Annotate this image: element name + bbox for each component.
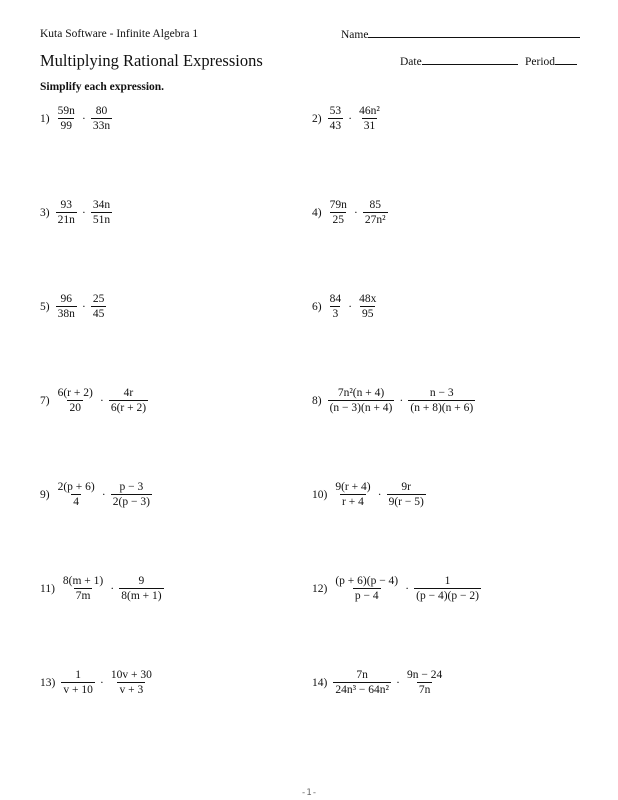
numerator: 7n²(n + 4) [337,387,385,399]
fraction-2 [91,105,112,132]
denominator: 99 [60,120,72,132]
fraction-2 [109,669,154,696]
denominator: 33n [92,120,111,132]
denominator: 38n [57,308,75,320]
fraction-1 [61,575,105,602]
multiply-dot: · [353,205,358,219]
instructions: Simplify each expression. [40,81,165,93]
problem-8 [312,387,477,414]
problem-9 [40,481,154,508]
fraction-2 [405,669,444,696]
numerator: 53 [329,105,342,117]
problem-number: 11) [40,582,55,595]
multiply-dot: · [399,393,404,407]
problem-number: 5) [40,300,50,313]
fraction-2 [91,199,112,226]
fraction-2 [387,481,426,508]
numerator: 93 [60,199,72,211]
fraction-1 [56,293,77,320]
multiply-dot: · [81,205,86,219]
denominator: v + 10 [63,684,93,696]
numerator: 46n² [359,105,380,117]
numerator: 25 [92,293,105,305]
fraction-1 [328,387,395,414]
fraction-1 [328,293,344,320]
problem-number: 1) [40,112,50,125]
numerator: 1 [75,669,81,681]
numerator: 48x [359,293,377,305]
multiply-dot: · [110,581,115,595]
problem-14 [312,669,446,696]
problem-number: 10) [312,488,328,501]
problem-10 [312,481,428,508]
fraction-1 [56,387,95,414]
period-blank [555,55,577,65]
multiply-dot: · [81,111,86,125]
numerator: 79n [329,199,347,211]
denominator: (n + 8)(n + 6) [410,402,474,414]
fraction-1 [333,481,372,508]
fraction-1 [333,575,400,602]
numerator: 4r [123,387,134,399]
denominator: 27n² [364,214,386,226]
denominator: 7n [418,684,431,696]
denominator: (n − 3)(n + 4) [329,402,393,414]
fraction-2 [119,575,163,602]
denominator: 2(p − 3) [112,496,150,508]
period-field [525,55,577,68]
numerator: 6(r + 2) [57,387,93,399]
denominator: 9(r − 5) [388,496,424,508]
problem-12 [312,575,483,602]
numerator: 80 [95,105,108,117]
multiply-dot: · [405,581,410,595]
numerator: 1 [444,575,451,587]
numerator: 9r [401,481,411,493]
numerator: n − 3 [429,387,454,399]
fraction-1 [328,105,344,132]
fraction-2 [414,575,481,602]
problem-number: 3) [40,206,50,219]
denominator: 95 [361,308,374,320]
problem-6 [312,293,380,320]
name-field [341,28,580,41]
date-blank [422,55,518,65]
fraction-2 [363,199,388,226]
problem-number: 12) [312,582,328,595]
denominator: 24n³ − 64n² [335,684,389,696]
problem-7 [40,387,150,414]
multiply-dot: · [81,299,86,313]
date-label: Date [400,56,422,68]
fraction-2 [109,387,148,414]
numerator: 59n [57,105,75,117]
fraction-1 [56,105,77,132]
denominator: 21n [57,214,75,226]
problem-11 [40,575,166,602]
denominator: 7m [75,590,91,602]
fraction-1 [333,669,391,696]
problem-number: 8) [312,394,322,407]
multiply-dot: · [348,299,353,313]
period-label: Period [525,56,556,68]
name-label: Name [341,29,369,41]
problem-4 [312,199,390,226]
denominator: v + 3 [119,684,144,696]
problem-5 [40,293,108,320]
multiply-dot: · [99,675,104,689]
problem-3 [40,199,114,226]
numerator: 9(r + 4) [335,481,371,493]
multiply-dot: · [101,487,106,501]
numerator: p − 3 [119,481,144,493]
fraction-2 [111,481,152,508]
numerator: 85 [369,199,381,211]
multiply-dot: · [99,393,104,407]
denominator: 51n [92,214,111,226]
problem-2 [312,105,384,132]
fraction-2 [408,387,475,414]
numerator: 84 [329,293,342,305]
numerator: 9n − 24 [406,669,443,681]
fraction-2 [357,293,378,320]
fraction-1 [328,199,349,226]
denominator: (p − 4)(p − 2) [416,590,479,602]
multiply-dot: · [395,675,400,689]
denominator: 6(r + 2) [110,402,147,414]
problem-number: 2) [312,112,322,125]
denominator: 3 [332,308,339,320]
problem-number: 4) [312,206,322,219]
fraction-1 [56,481,97,508]
denominator: 20 [69,402,81,414]
problem-number: 9) [40,488,50,501]
numerator: 2(p + 6) [57,481,95,493]
fraction-2 [357,105,382,132]
numerator: 9 [138,575,145,587]
numerator: 34n [92,199,111,211]
software-label: Kuta Software - Infinite Algebra 1 [40,28,199,40]
numerator: (p + 6)(p − 4) [335,575,399,587]
fraction-1 [61,669,95,696]
denominator: 25 [332,214,344,226]
denominator: 43 [329,120,342,132]
denominator: p − 4 [354,590,379,602]
denominator: 45 [92,308,105,320]
denominator: 31 [363,120,376,132]
fraction-1 [56,199,77,226]
problem-13 [40,669,156,696]
fraction-2 [91,293,107,320]
problem-number: 6) [312,300,322,313]
denominator: r + 4 [342,496,364,508]
problem-1 [40,105,114,132]
page-title: Multiplying Rational Expressions [40,51,263,70]
multiply-dot: · [377,487,382,501]
problem-number: 13) [40,676,56,689]
page-number: -1- [300,788,318,798]
name-blank [368,28,580,38]
numerator: 8(m + 1) [62,575,104,587]
date-field [400,55,518,68]
multiply-dot: · [348,111,353,125]
denominator: 8(m + 1) [121,590,162,602]
numerator: 10v + 30 [110,669,152,681]
problem-number: 7) [40,394,50,407]
numerator: 96 [60,293,72,305]
numerator: 7n [356,669,368,681]
denominator: 4 [73,496,80,508]
problem-number: 14) [312,676,328,689]
